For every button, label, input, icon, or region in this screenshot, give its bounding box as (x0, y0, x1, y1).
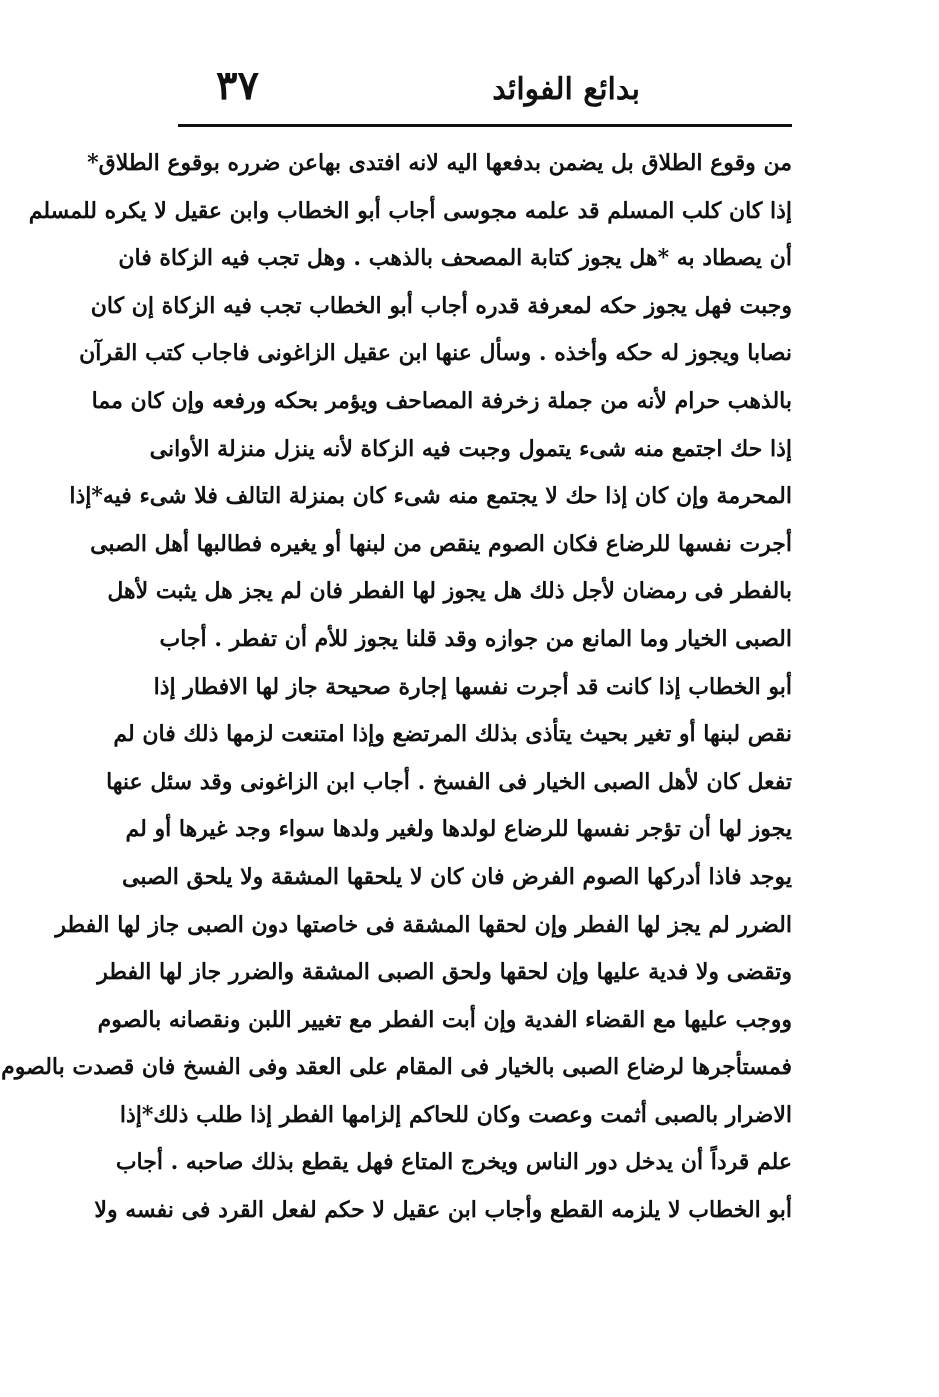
text-line: نصابا ويجوز له حكه وأخذه . وسأل عنها ابن عقيل الزاغونى فاجاب كتب القرآن (79, 340, 792, 367)
text-line: علم قرداً أن يدخل دور الناس ويخرج المتاع فهل يقطع بذلك صاحبه . أجاب (115, 1149, 792, 1176)
text-line: من وقوع الطلاق بل يضمن بدفعها اليه لانه افتدى بهاعن ضرره بوقوع الطلاق* (87, 150, 792, 176)
text-line: الاضرار بالصبى أثمت وعصت وكان للحاكم إلزامها الفطر إذا طلب ذلك*إذا (119, 1101, 792, 1128)
text-line: الصبى الخيار وما المانع من جوازه وقد قلنا يجوز للأم أن تفطر . أجاب (159, 625, 792, 652)
text-line: أبو الخطاب إذا كانت قد أجرت نفسها إجارة صحيحة جاز لها الافطار إذا (153, 673, 792, 700)
text-line: نقص لبنها أو تغير بحيث يتأذى بذلك المرتضع وإذا امتنعت لزمها ذلك فان لم (113, 721, 792, 748)
page-number: ٣٧ (216, 62, 259, 109)
text-line: وجبت فهل يجوز حكه لمعرفة قدره أجاب أبو الخطاب تجب فيه الزكاة إن كان (90, 292, 792, 319)
text-line: ووجب عليها مع القضاء الفدية وإن أبت الفطر مع تغيير اللبن ونقصانه بالصوم (97, 1006, 792, 1033)
text-line: فمستأجرها لرضاع الصبى بالخيار فى المقام على العقد وفى الفسخ فان قصدت بالصوم (1, 1054, 792, 1081)
text-line: يجوز لها أن تؤجر نفسها للرضاع لولدها ولغير ولدها سواء وجد غيرها أو لم (125, 816, 792, 843)
text-line: المحرمة وإن كان إذا حك لا يجتمع منه شىء كان بمنزلة التالف فلا شىء فيه*إذا (69, 483, 792, 510)
text-line: تفعل كان لأهل الصبى الخيار فى الفسخ . أجاب ابن الزاغونى وقد سئل عنها (106, 768, 792, 795)
text-line: أن يصطاد به *هل يجوز كتابة المصحف بالذهب . وهل تجب فيه الزكاة فان (118, 245, 792, 272)
text-line: وتقضى ولا فدية عليها وإن لحقها ولحق الصبى المشقة والضرر جاز لها الفطر (97, 959, 792, 986)
header-divider (178, 124, 792, 127)
text-line: أجرت نفسها للرضاع فكان الصوم ينقص من لبنها أو يغيره فطالبها أهل الصبى (90, 530, 792, 557)
running-title: بدائع الفوائد (492, 72, 640, 107)
text-line: بالفطر فى رمضان لأجل ذلك هل يجوز لها الفطر فان لم يجز هل يثبت لأهل (107, 578, 792, 605)
text-line: أبو الخطاب لا يلزمه القطع وأجاب ابن عقيل لا حكم لفعل القرد فى نفسه ولا (94, 1197, 792, 1224)
page-header (178, 62, 790, 122)
text-line: يوجد فاذا أدركها الصوم الفرض فان كان لا يلحقها المشقة ولا يلحق الصبى (121, 863, 792, 890)
text-line: الضرر لم يجز لها الفطر وإن لحقها المشقة فى خاصتها دون الصبى جاز لها الفطر (55, 911, 792, 938)
text-line: إذا حك اجتمع منه شىء يتمول وجبت فيه الزكاة لأنه ينزل منزلة الأوانى (149, 435, 792, 462)
text-line: بالذهب حرام لأنه من جملة زخرفة المصاحف ويؤمر بحكه ورفعه وإن كان مما (91, 387, 792, 414)
body-text (1, 140, 792, 1235)
text-line: إذا كان كلب المسلم قد علمه مجوسى أجاب أبو الخطاب وابن عقيل لا يكره للمسلم (28, 197, 792, 224)
